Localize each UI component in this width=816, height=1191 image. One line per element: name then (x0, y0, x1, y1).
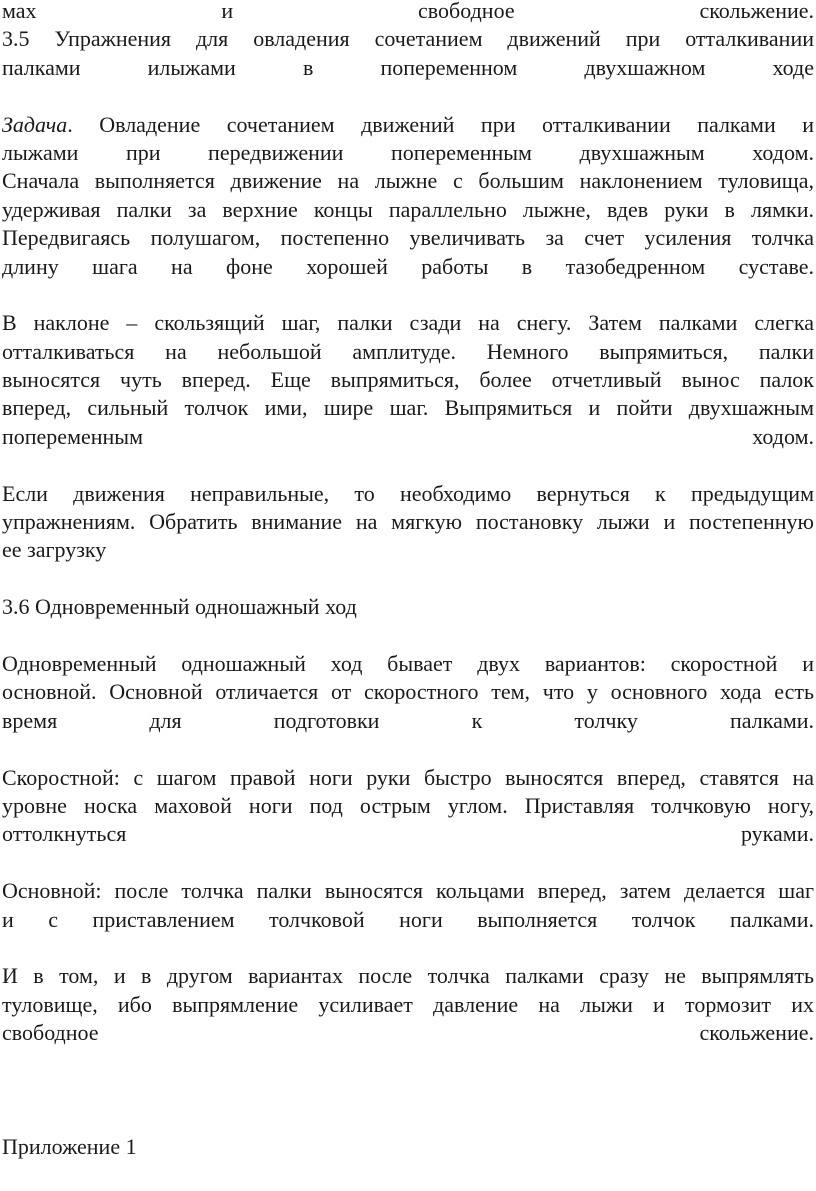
heading-line: 3.5 Упражнения для овладения сочетанием движений при отталкивании (2, 26, 814, 52)
paragraph-line: лыжами при передвижении попеременным двухшажным ходом. (2, 139, 814, 165)
paragraph-gap (2, 82, 814, 110)
word: толчку (574, 707, 638, 733)
basic-paragraph (2, 877, 814, 934)
paragraph-line: В наклоне – скользящий шаг, палки сзади на снегу. Затем палками слегка (2, 310, 814, 336)
word: к (471, 707, 483, 733)
paragraph-line: Основной: после толчка палки выносятся кольцами вперед, затем делается шаг (2, 878, 814, 904)
paragraph-line: длину шага на фоне хорошей работы в тазобедренном суставе. (2, 253, 814, 279)
task-label: Задача (2, 111, 68, 137)
speed-paragraph (2, 764, 814, 849)
paragraph-line (2, 1019, 814, 1047)
word: свободное (2, 1020, 99, 1046)
paragraph-gap (2, 451, 814, 479)
word: ходом. (752, 423, 814, 449)
paragraph-line: Передвигаясь полушагом, постепенно увеличивать за счет усиления толчка (2, 225, 814, 251)
paragraph-gap (2, 565, 814, 593)
paragraph-line: Сначала выполняется движение на лыжне с большим наклонением туловища, (2, 168, 814, 194)
section-3-6-heading: 3.6 Одновременный одношажный ход (2, 594, 357, 620)
incline-paragraph (2, 309, 814, 451)
word: оттолкнуться (2, 821, 127, 847)
word: и (221, 0, 234, 23)
paragraph-line: Скоростной: с шагом правой ноги руки быстро выносятся вперед, ставятся на (2, 764, 814, 790)
paragraph-line: Если движения неправильные, то необходимо вернуться к предыдущим (2, 480, 814, 506)
paragraph-gap (2, 622, 814, 650)
paragraph-line: выносятся чуть вперед. Еще выпрямиться, более отчетливый вынос палок (2, 367, 814, 393)
paragraph-gap (2, 849, 814, 877)
paragraph-line: И в том, и в другом вариантах после толчка палками сразу не выпрямлять (2, 963, 814, 989)
paragraph-line (2, 423, 814, 451)
task-first-line-text: . Овладение сочетанием движений при отталкивании палками и (67, 111, 814, 137)
word: время (2, 707, 58, 733)
word: для (149, 707, 182, 733)
paragraph-line: туловище, ибо выпрямление усиливает давление на лыжи и тормозит их (2, 991, 814, 1017)
paragraph-line: уровне носка маховой ноги под острым углом. Приставляя толчковую ногу, (2, 792, 814, 818)
word: свободное (418, 0, 515, 23)
paragraph-line: ее загрузку (2, 537, 107, 563)
word: попеременным (2, 423, 144, 449)
word: подготовки (273, 707, 380, 733)
paragraph-line: отталкиваться на небольшой амплитуде. Немного выпрямиться, палки (2, 338, 814, 364)
word: руками. (740, 821, 814, 847)
heading-line: палками илыжами в попеременном двухшажном ходе (2, 54, 814, 80)
document-page (2, 0, 814, 1161)
appendix-label: Приложение 1 (2, 1133, 137, 1159)
paragraph-line: упражнениям. Обратить внимание на мягкую постановку лыжи и постепенную (2, 509, 814, 535)
top-fragment-line (2, 0, 814, 25)
errors-paragraph (2, 480, 814, 565)
paragraph-line: и с приставлением толчковой ноги выполняется толчок палками. (2, 906, 814, 932)
paragraph-gap (2, 735, 814, 763)
paragraph-line (2, 707, 814, 735)
paragraph-line: Одновременный одношажный ход бывает двух вариантов: скоростной и (2, 650, 814, 676)
task-paragraph (2, 111, 814, 281)
section-3-5-heading (2, 25, 814, 82)
word: мах (2, 0, 37, 23)
word: скольжение. (699, 1020, 814, 1046)
paragraph-line: удерживая палки за верхние концы параллельно лыжне, вдев руки в лямки. (2, 196, 814, 222)
paragraph-gap (2, 1104, 814, 1132)
paragraph-gap (2, 281, 814, 309)
variants-paragraph (2, 650, 814, 735)
paragraph-gap (2, 1047, 814, 1104)
paragraph-line: основной. Основной отличается от скоростного тем, что у основного хода есть (2, 679, 814, 705)
paragraph-line (2, 111, 814, 139)
word: скольжение. (699, 0, 815, 23)
both-paragraph (2, 962, 814, 1047)
word: палками. (730, 707, 815, 733)
paragraph-line: вперед, сильный толчок ими, шире шаг. Выпрямиться и пойти двухшажным (2, 395, 814, 421)
paragraph-line (2, 820, 814, 848)
paragraph-gap (2, 934, 814, 962)
